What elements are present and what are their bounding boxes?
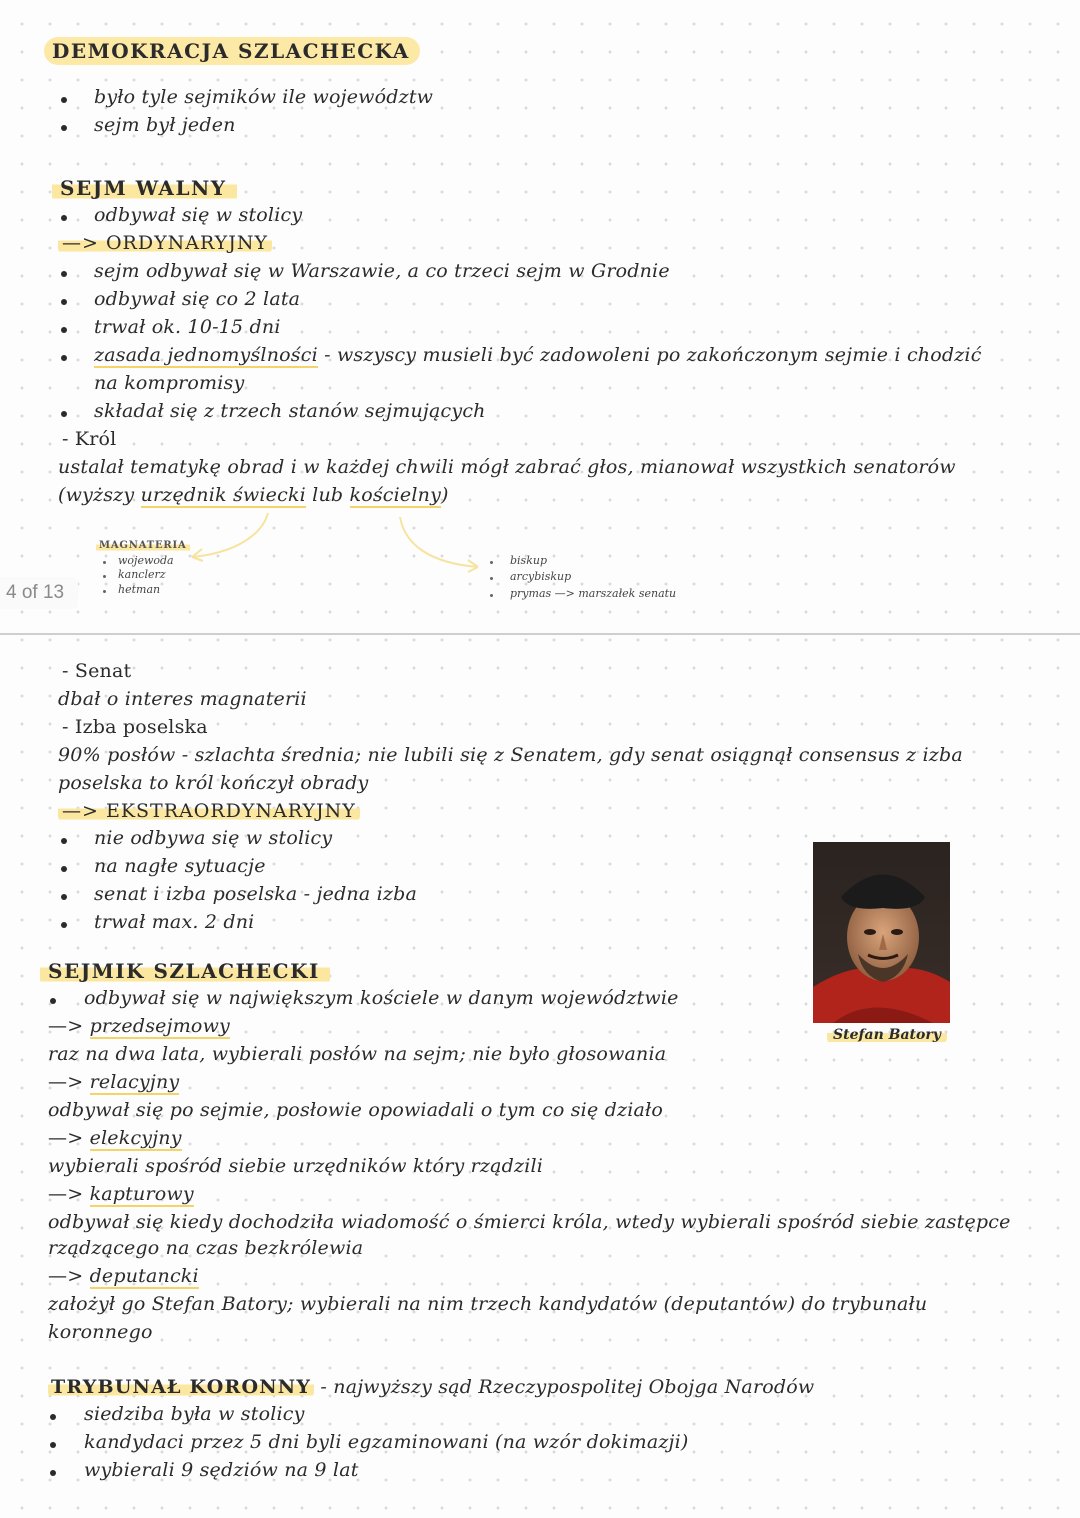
arrow-right-icon (400, 517, 478, 567)
przedsejmowy-term: przedsejmowy (89, 1015, 230, 1037)
arrow-prefix: —> (48, 1183, 90, 1205)
trybunal-item-3: wybierali 9 sędziów na 9 lat (84, 1459, 359, 1481)
bullet (61, 299, 67, 305)
ordynaryjny-item-5: składał się z trzech stanów sejmujących (94, 400, 486, 422)
bullet (490, 577, 493, 580)
elekcyjny-type (48, 1127, 182, 1149)
deputancki-type (48, 1265, 199, 1287)
arrow-left-icon (192, 513, 268, 557)
przedsejmowy-type (48, 1015, 230, 1037)
krol-desc-2 (58, 484, 449, 506)
stefan-batory-portrait (813, 842, 950, 1023)
senat-desc: dbał o interes magnaterii (58, 688, 307, 710)
ekstra-item-2: na nagłe sytuacje (94, 855, 266, 877)
magnateria-item-3: hetman (118, 583, 161, 596)
ekstra-item-4: trwał max. 2 dni (94, 911, 255, 933)
trybunal-item-2: kandydaci przez 5 dni byli egzaminowani (na wzór dokimazji) (84, 1431, 689, 1453)
page-title: DEMOKRACJA SZLACHECKA (44, 37, 420, 65)
arrow-prefix: —> (48, 1265, 90, 1287)
deputancki-term: deputancki (89, 1265, 199, 1287)
krol-desc-2-a: (wyższy (58, 484, 141, 506)
ekstra-item-1: nie odbywa się w stolicy (94, 827, 333, 849)
bullet (490, 561, 493, 564)
bullet (61, 355, 67, 361)
bullet (61, 838, 67, 844)
bullet (50, 1470, 56, 1476)
arrow-icons (150, 505, 490, 585)
trybunal-item-1: siedziba była w stolicy (84, 1403, 305, 1425)
krol-desc-2-e: ) (441, 484, 449, 506)
trybunal-heading: TRYBUNAŁ KORONNY (48, 1376, 314, 1398)
ordynaryjny-item-4 (94, 344, 982, 366)
arrow-prefix: —> (48, 1127, 90, 1149)
izba-desc-1: 90% posłów - szlachta średnia; nie lubili się z Senatem, gdy senat osiągnął consensus z izba (58, 744, 963, 766)
sejmik-heading: SEJMIK SZLACHECKI (40, 957, 330, 985)
magnateria-heading: MAGNATERIA (96, 540, 190, 551)
church-item-1: biskup (510, 554, 547, 567)
page-divider (0, 633, 1080, 635)
ordynaryjny-item-4-cont: na kompromisy (94, 372, 245, 394)
portrait-caption: Stefan Batory (827, 1026, 947, 1044)
magnateria-item-1: wojewoda (118, 554, 174, 567)
intro-line-2: sejm był jeden (94, 114, 236, 136)
trybunal-heading-line (48, 1376, 814, 1398)
relacyjny-desc: odbywał się po sejmie, posłowie opowiadali o tym co się działo (48, 1099, 664, 1121)
elekcyjny-term: elekcyjny (89, 1127, 182, 1149)
izba-desc-2: poselska to król kończył obrady (58, 772, 369, 794)
relacyjny-term: relacyjny (89, 1071, 180, 1093)
bullet (61, 327, 67, 333)
bullet (61, 271, 67, 277)
bullet (61, 922, 67, 928)
bullet (61, 215, 67, 221)
secular-official-term: urzędnik świecki (140, 484, 306, 506)
trybunal-desc: - najwyższy sąd Rzeczypospolitej Obojga Narodów (314, 1376, 815, 1398)
deputancki-desc-2: koronnego (48, 1321, 153, 1343)
krol-heading: - Król (62, 428, 117, 450)
bullet (50, 998, 56, 1004)
bullet (50, 1442, 56, 1448)
bullet (490, 594, 493, 597)
kapturowy-desc-2: rządzącego na czas bezkrólewia (48, 1237, 364, 1259)
przedsejmowy-desc: raz na dwa lata, wybierali posłów na sejm; nie było głosowania (48, 1043, 667, 1065)
church-official-term: kościelny (349, 484, 442, 506)
bullet (103, 575, 106, 578)
sejm-walny-line: odbywał się w stolicy (94, 204, 303, 226)
church-item-3: prymas —> marszałek senatu (510, 587, 677, 600)
page-indicator: 4 of 13 (0, 577, 78, 609)
kapturowy-type (48, 1183, 194, 1205)
ordynaryjny-item-2: odbywał się co 2 lata (94, 288, 301, 310)
arrow-prefix: —> (48, 1015, 90, 1037)
sejm-walny-heading: SEJM WALNY (52, 174, 237, 202)
bullet (61, 894, 67, 900)
ordynaryjny-label: —> ORDYNARYJNY (58, 232, 272, 254)
kapturowy-term: kapturowy (89, 1183, 194, 1205)
deputancki-desc-1: założył go Stefan Batory; wybierali na nim trzech kandydatów (deputantów) do trybunału (48, 1293, 928, 1315)
krol-desc: ustalał tematykę obrad i w każdej chwili mógł zabrać głos, mianował wszystkich senatorów (58, 456, 956, 478)
kapturowy-desc-1: odbywał się kiedy dochodziła wiadomość o śmierci króla, wtedy wybierali spośród siebie zastępce (48, 1211, 1011, 1233)
bullet (103, 590, 106, 593)
izba-heading: - Izba poselska (62, 716, 208, 738)
bullet (61, 97, 67, 103)
ekstra-item-3: senat i izba poselska - jedna izba (94, 883, 418, 905)
relacyjny-type (48, 1071, 179, 1093)
senat-heading: - Senat (62, 660, 132, 682)
unanimity-term: zasada jednomyślności (94, 344, 318, 366)
unanimity-desc: - wszyscy musieli być zadowoleni po zakończonym sejmie i chodzić (317, 344, 982, 366)
bullet (61, 866, 67, 872)
intro-line-1: było tyle sejmików ile województw (94, 86, 434, 108)
bullet (61, 411, 67, 417)
sejmik-line: odbywał się w największym kościele w danym województwie (84, 987, 679, 1009)
krol-desc-2-c: lub (305, 484, 350, 506)
bullet (61, 125, 67, 131)
arrow-prefix: —> (48, 1071, 90, 1093)
ordynaryjny-item-3: trwał ok. 10-15 dni (94, 316, 281, 338)
magnateria-item-2: kanclerz (118, 568, 166, 581)
church-item-2: arcybiskup (510, 570, 572, 583)
elekcyjny-desc: wybierali spośród siebie urzędników który rządzili (48, 1155, 544, 1177)
bullet (103, 561, 106, 564)
ekstraordynaryjny-label: —> EKSTRAORDYNARYJNY (58, 800, 360, 822)
ordynaryjny-item-1: sejm odbywał się w Warszawie, a co trzeci sejm w Grodnie (94, 260, 670, 282)
bullet (50, 1414, 56, 1420)
